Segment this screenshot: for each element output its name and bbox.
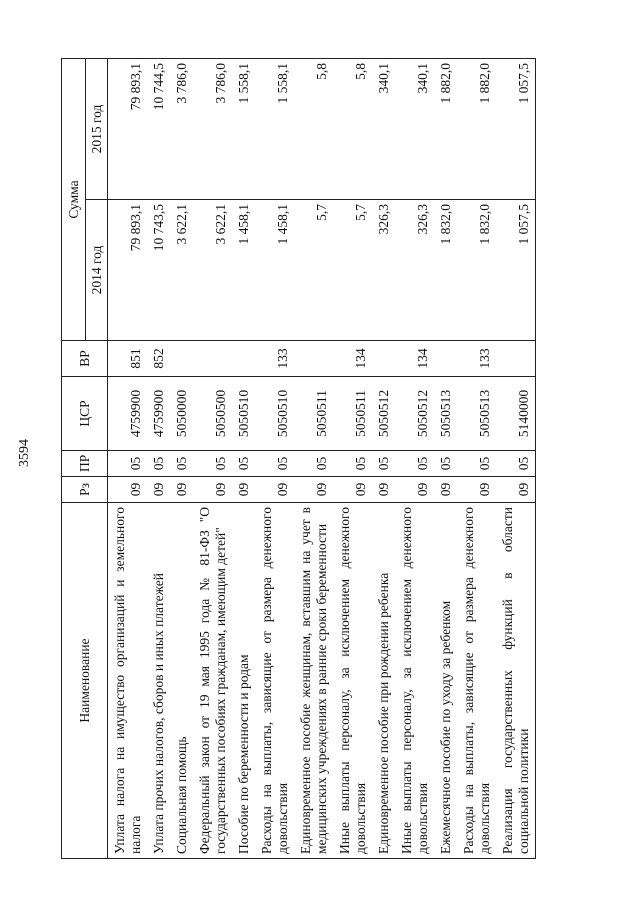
- cell-name: Единовременное пособие при рождении ребенка: [372, 503, 395, 859]
- cell-vr: 134: [333, 341, 372, 377]
- cell-pr: 05: [193, 451, 232, 477]
- header-2015: 2015 год: [86, 58, 108, 199]
- cell-rz: 09: [232, 477, 255, 503]
- cell-vr: 852: [147, 341, 170, 377]
- cell-vr: 133: [457, 341, 496, 377]
- cell-pr: 05: [457, 451, 496, 477]
- page-number-text: 3594: [17, 439, 32, 467]
- cell-y2015: 3 786,0: [170, 58, 193, 199]
- table-body: [108, 58, 536, 858]
- cell-rz: 09: [294, 477, 333, 503]
- cell-y2015: 1 558,1: [232, 58, 255, 199]
- table-row: [255, 58, 294, 858]
- page-number: [18, 438, 32, 468]
- table-row: [457, 58, 496, 858]
- cell-pr: 05: [434, 451, 457, 477]
- table-row: [294, 58, 333, 858]
- cell-rz: 09: [457, 477, 496, 503]
- cell-csr: 5050513: [434, 377, 457, 451]
- cell-rz: 09: [255, 477, 294, 503]
- cell-vr: [496, 341, 536, 377]
- cell-csr: 5050500: [193, 377, 232, 451]
- cell-y2015: 10 744,5: [147, 58, 170, 199]
- cell-pr: 05: [333, 451, 372, 477]
- cell-rz: 09: [147, 477, 170, 503]
- table-row: [108, 58, 148, 858]
- cell-y2015: 1 558,1: [255, 58, 294, 199]
- cell-name: Расходы на выплаты, зависящие от размера денежного довольствия: [255, 503, 294, 859]
- cell-name: Социальная помощь: [170, 503, 193, 859]
- cell-rz: 09: [193, 477, 232, 503]
- cell-y2014: 1 458,1: [255, 200, 294, 341]
- cell-pr: 05: [496, 451, 536, 477]
- table-row: [372, 58, 395, 858]
- header-csr: ЦСР: [62, 377, 108, 451]
- cell-y2014: 5,7: [294, 200, 333, 341]
- cell-y2014: 1 832,0: [434, 200, 457, 341]
- header-2014: 2014 год: [86, 200, 108, 341]
- cell-name: Ежемесячное пособие по уходу за ребенком: [434, 503, 457, 859]
- header-pr: ПР: [62, 451, 108, 477]
- cell-y2015: 340,1: [395, 58, 434, 199]
- cell-vr: 851: [108, 341, 148, 377]
- cell-y2014: 326,3: [372, 200, 395, 341]
- header-sum: Сумма: [62, 58, 86, 340]
- cell-y2014: 1 832,0: [457, 200, 496, 341]
- table-row: [395, 58, 434, 858]
- cell-y2014: 10 743,5: [147, 200, 170, 341]
- cell-name: Расходы на выплаты, зависящие от размера денежного довольствия: [457, 503, 496, 859]
- cell-name: Уплата налога на имущество организаций и земельного налога: [108, 503, 148, 859]
- cell-y2015: 340,1: [372, 58, 395, 199]
- cell-vr: [434, 341, 457, 377]
- cell-pr: 05: [255, 451, 294, 477]
- cell-csr: 5050512: [395, 377, 434, 451]
- cell-name: Иные выплаты персоналу, за исключением денежного довольствия: [395, 503, 434, 859]
- cell-csr: 5050510: [232, 377, 255, 451]
- cell-y2015: 5,8: [333, 58, 372, 199]
- cell-csr: 5050511: [333, 377, 372, 451]
- cell-csr: 4759900: [108, 377, 148, 451]
- cell-name: Федеральный закон от 19 мая 1995 года № 81-ФЗ "О государственных пособиях гражданам, имеющим детей": [193, 503, 232, 859]
- cell-pr: 05: [232, 451, 255, 477]
- table-row: [333, 58, 372, 858]
- cell-name: Реализация государственных функций в области социальной политики: [496, 503, 536, 859]
- cell-csr: 5050511: [294, 377, 333, 451]
- cell-rz: 09: [170, 477, 193, 503]
- cell-y2014: 5,7: [333, 200, 372, 341]
- table-header: [62, 58, 108, 858]
- cell-name: Пособие по беременности и родам: [232, 503, 255, 859]
- cell-rz: 09: [333, 477, 372, 503]
- cell-rz: 09: [372, 477, 395, 503]
- cell-y2015: 1 882,0: [457, 58, 496, 199]
- cell-y2015: 79 893,1: [108, 58, 148, 199]
- cell-pr: 05: [170, 451, 193, 477]
- cell-pr: 05: [108, 451, 148, 477]
- cell-name: Уплата прочих налогов, сборов и иных платежей: [147, 503, 170, 859]
- cell-y2014: 1 057,5: [496, 200, 536, 341]
- cell-y2014: 1 458,1: [232, 200, 255, 341]
- rotated-budget-table: [61, 59, 617, 859]
- header-rz: Рз: [62, 477, 108, 503]
- cell-rz: 09: [108, 477, 148, 503]
- cell-rz: 09: [395, 477, 434, 503]
- header-name: Наименование: [62, 503, 108, 859]
- table-row: [147, 58, 170, 858]
- table-row: [193, 58, 232, 858]
- cell-vr: [372, 341, 395, 377]
- cell-vr: [170, 341, 193, 377]
- cell-y2015: 1 882,0: [434, 58, 457, 199]
- cell-pr: 05: [147, 451, 170, 477]
- cell-csr: 5050512: [372, 377, 395, 451]
- cell-vr: 133: [255, 341, 294, 377]
- cell-csr: 5050000: [170, 377, 193, 451]
- cell-y2014: 79 893,1: [108, 200, 148, 341]
- cell-csr: 4759900: [147, 377, 170, 451]
- table-row: [496, 58, 536, 858]
- cell-y2014: 326,3: [395, 200, 434, 341]
- cell-vr: 134: [395, 341, 434, 377]
- table-row: [232, 58, 255, 858]
- cell-y2014: 3 622,1: [170, 200, 193, 341]
- table-row: [434, 58, 457, 858]
- cell-csr: 5050510: [255, 377, 294, 451]
- cell-csr: 5050513: [457, 377, 496, 451]
- cell-y2015: 5,8: [294, 58, 333, 199]
- budget-table: [61, 58, 536, 859]
- header-vr: ВР: [62, 341, 108, 377]
- cell-name: Единовременное пособие женщинам, вставшим на учет в медицинских учреждениях в ранние сроки беременности: [294, 503, 333, 859]
- cell-vr: [193, 341, 232, 377]
- cell-rz: 09: [496, 477, 536, 503]
- cell-pr: 05: [395, 451, 434, 477]
- cell-y2014: 3 622,1: [193, 200, 232, 341]
- cell-pr: 05: [294, 451, 333, 477]
- cell-name: Иные выплаты персоналу, за исключением денежного довольствия: [333, 503, 372, 859]
- cell-csr: 5140000: [496, 377, 536, 451]
- cell-pr: 05: [372, 451, 395, 477]
- table-row: [170, 58, 193, 858]
- cell-vr: [294, 341, 333, 377]
- cell-vr: [232, 341, 255, 377]
- cell-y2015: 1 057,5: [496, 58, 536, 199]
- cell-rz: 09: [434, 477, 457, 503]
- cell-y2015: 3 786,0: [193, 58, 232, 199]
